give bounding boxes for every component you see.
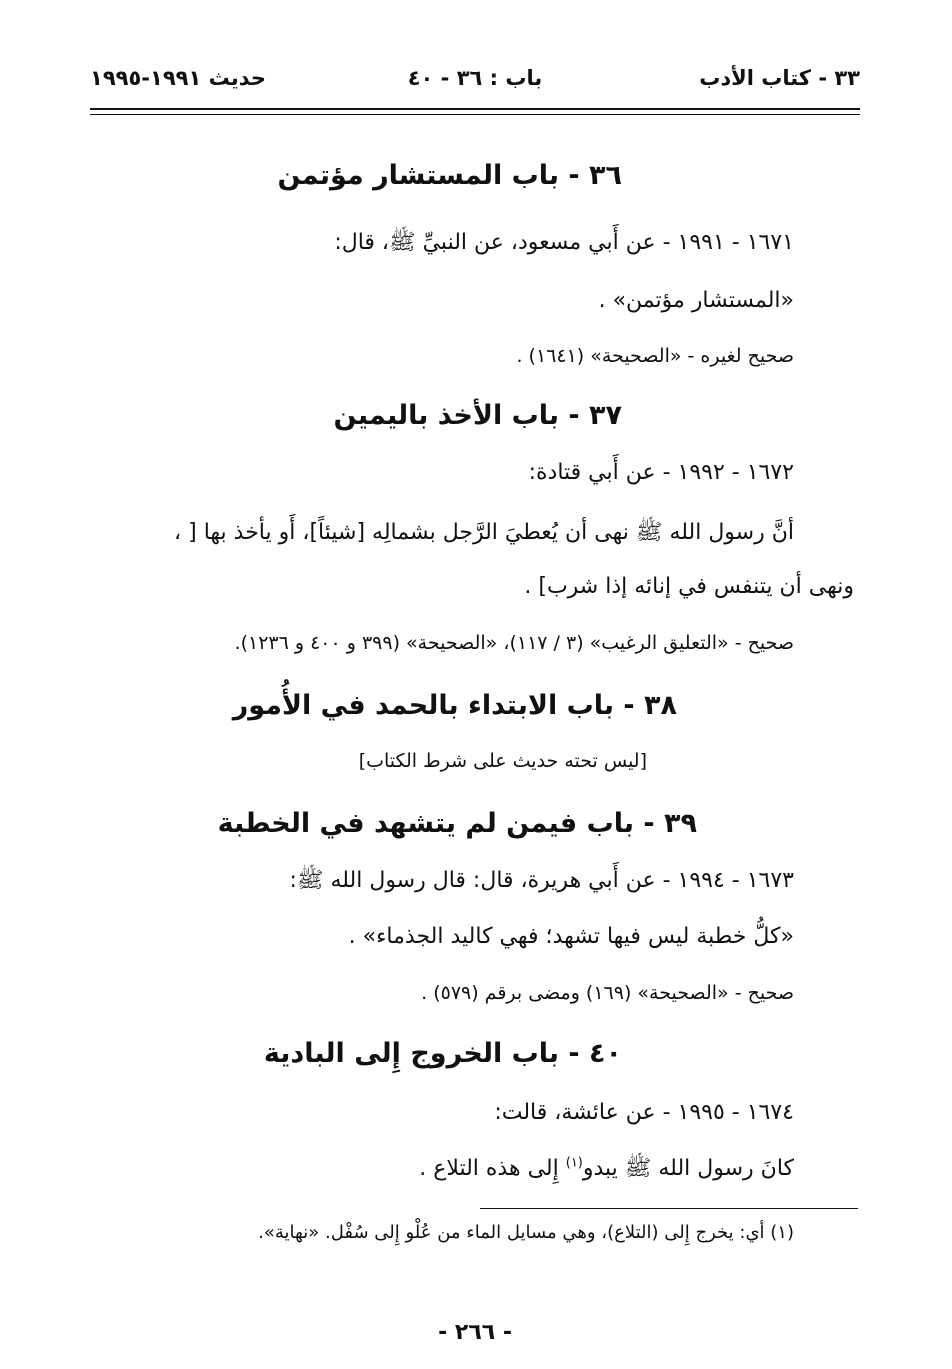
hadith-1672-chain: ١٦٧٢ - ١٩٩٢ - عن أَبي قتادة: — [528, 460, 794, 485]
chapter-heading-38: ٣٨ - باب الابتداء بالحمد في الأُمور — [232, 690, 677, 721]
hadith-1674-text-start: كانَ رسول الله ﷺ يبدو — [582, 1156, 794, 1181]
footnote-separator — [480, 1208, 858, 1209]
header-book-title: ٣٣ - كتاب الأدب — [699, 66, 860, 90]
hadith-1673-grading: صحيح - «الصحيحة» (١٦٩) ومضى برقم (٥٧٩) . — [421, 982, 794, 1004]
hadith-1674-text — [419, 1154, 794, 1186]
chapter-heading-36: ٣٦ - باب المستشار مؤتمن — [277, 160, 622, 191]
hadith-1672-grading: صحيح - «التعليق الرغيب» (٣ / ١١٧)، «الصحيحة» (٣٩٩ و ٤٠٠ و ١٢٣٦). — [234, 632, 794, 654]
header-hadith-range: حديث ١٩٩١-١٩٩٥ — [90, 66, 266, 90]
chapter-38-note: [ليس تحته حديث على شرط الكتاب] — [358, 750, 647, 772]
hadith-1672-text-1: أنَّ رسول الله ﷺ نهى أن يُعطيَ الرَّجل بشمالِه [شيئاً]، أَو يأخذ بها [ ، — [174, 520, 794, 545]
chapter-heading-39: ٣٩ - باب فيمن لم يتشهد في الخطبة — [217, 808, 697, 839]
footnote-marker: (١) — [565, 1155, 583, 1171]
hadith-1671-text: «المستشار مؤتمن» . — [598, 288, 794, 313]
hadith-1674-text-end: إِلى هذه التلاع . — [419, 1156, 559, 1181]
chapter-heading-40: ٤٠ - باب الخروج إِلى البادية — [263, 1038, 622, 1069]
running-header — [90, 66, 860, 106]
page-number: - ٢٦٦ - — [438, 1320, 512, 1345]
header-rule-thick — [90, 108, 860, 110]
hadith-1673-chain: ١٦٧٣ - ١٩٩٤ - عن أَبي هريرة، قال: قال رسول الله ﷺ: — [289, 868, 794, 893]
chapter-heading-37: ٣٧ - باب الأخذ باليمين — [333, 400, 622, 431]
hadith-1673-text: «كلُّ خطبة ليس فيها تشهد؛ فهي كاليد الجذماء» . — [348, 924, 794, 949]
hadith-1671-chain: ١٦٧١ - ١٩٩١ - عن أَبي مسعود، عن النبيِّ ﷺ، قال: — [334, 230, 794, 255]
header-chapter-range: باب : ٣٦ - ٤٠ — [407, 66, 543, 90]
hadith-1674-chain: ١٦٧٤ - ١٩٩٥ - عن عائشة، قالت: — [494, 1100, 794, 1125]
hadith-1671-grading: صحيح لغيره - «الصحيحة» (١٦٤١) . — [516, 345, 794, 367]
header-rule-thin — [90, 114, 860, 115]
hadith-1672-text-2: ونهى أن يتنفس في إنائه إذا شرب] . — [524, 574, 854, 599]
footnote-text: (١) أي: يخرج إِلى (التلاع)، وهي مسايل الماء من عُلْو إِلى سُفْل. «نهاية». — [258, 1222, 794, 1243]
